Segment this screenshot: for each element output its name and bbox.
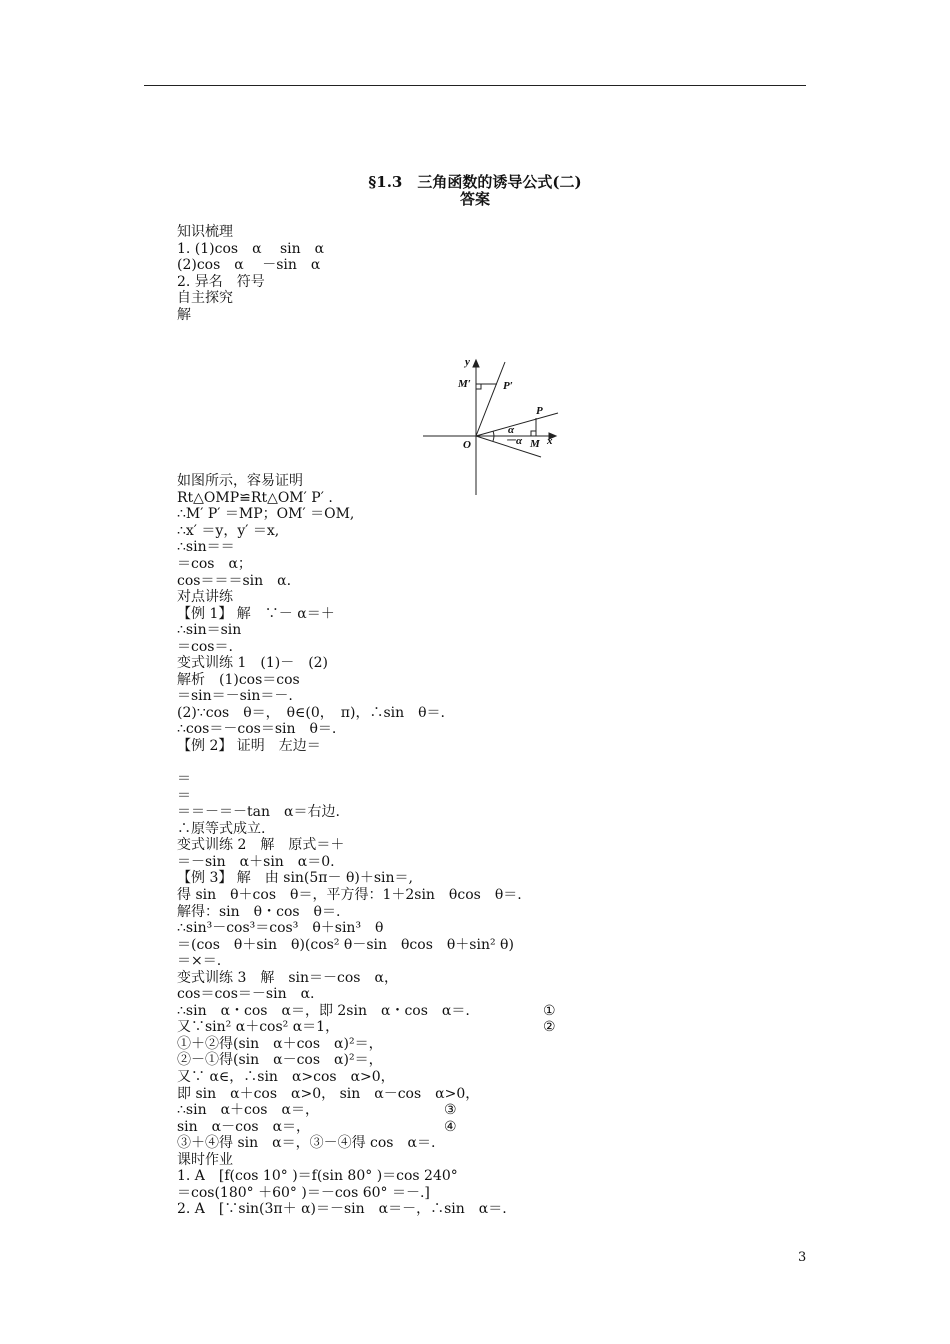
text-line: (2)cos α －sin α (177, 257, 321, 274)
text-line: ③＋④得 sin α＝，③－④得 cos α＝. (177, 1135, 436, 1152)
right-angle-mprime (476, 384, 481, 389)
line-text: ∴sin α＋cos α＝， (177, 1102, 319, 1119)
equation-marker: ③ (444, 1102, 457, 1119)
text-line: Rt△OMP≌Rt△OM′ P′ . (177, 489, 333, 506)
text-line: 解得：sin θ・cos θ＝. (177, 903, 341, 920)
text-line: 变式训练 3 解 sin＝－cos α， (177, 969, 398, 986)
header-rule (144, 85, 806, 86)
label-y: y (465, 356, 470, 369)
text-line: ∴M′ P′ ＝MP；OM′ ＝OM, (177, 506, 355, 523)
text-line: 解 (177, 306, 191, 323)
text-line: cos＝cos＝－sin α. (177, 986, 315, 1003)
label-mprime: M′ (458, 378, 471, 391)
angle-arc-alpha (493, 431, 494, 436)
text-line: 知识梳理 (177, 224, 233, 240)
y-axis-arrow (473, 360, 479, 367)
page-number: 3 (798, 1250, 807, 1265)
blank-line (177, 755, 777, 772)
text-line: ∴x′ ＝y，y′ ＝x, (177, 522, 280, 539)
text-line: 【例 1】 解 ∵－ α＝＋ (177, 605, 335, 622)
text-line: 如图所示，容易证明 (177, 473, 303, 490)
page-subtitle: 答案 (459, 190, 490, 208)
text-line: 2. A [∵sin(3π＋ α)＝－sin α＝－，∴sin α＝. (177, 1201, 507, 1218)
label-p: P (536, 405, 543, 418)
line-text: ∴sin α・cos α＝，即 2sin α・cos α＝. (177, 1002, 470, 1019)
text-line: 自主探究 (177, 290, 233, 307)
text-line: 课时作业 (177, 1151, 233, 1168)
ray-op-prime (476, 362, 505, 436)
text-line: 【例 3】 解 由 sin(5π－ θ)＋sin＝, (177, 870, 413, 887)
text-line: ＝×＝. (177, 953, 222, 970)
text-line: ∴sin³－cos³＝cos³ θ＋sin³ θ (177, 920, 384, 937)
label-pprime: P′ (503, 380, 513, 393)
text-line: (2)∵cos θ＝， θ∈(0， π)，∴sin θ＝. (177, 704, 446, 721)
text-line: ∴sin＝＝ (177, 539, 235, 556)
text-line: ＝ (177, 771, 191, 788)
figure-container (177, 323, 777, 473)
text-line: 1. A [f(cos 10° )＝f(sin 80° )＝cos 240° (177, 1168, 458, 1185)
text-line: ∴sin＝sin (177, 622, 242, 639)
text-line: 1. (1)cos α sin α (177, 240, 325, 257)
text-line: ∴原等式成立. (177, 820, 266, 837)
text-line: 得 sin θ＋cos θ＝，平方得：1＋2sin θcos θ＝. (177, 886, 522, 903)
label-x: x (547, 435, 553, 448)
equation-marker: ④ (444, 1118, 457, 1135)
label-m: M (530, 438, 540, 451)
equation-marker: ② (543, 1019, 556, 1036)
text-line: ＝－sin α＋sin α＝0. (177, 853, 335, 870)
line-text: 又∵sin² α＋cos² α＝1， (177, 1019, 340, 1036)
page-title: §1.3 三角函数的诱导公式(二) (368, 173, 582, 191)
text-line: ＝＝－＝－tan α＝右边. (177, 804, 340, 821)
text-line: 即 sin α＋cos α>0， sin α－cos α>0， (177, 1085, 480, 1102)
text-line: 解析 (1)cos＝cos (177, 671, 300, 688)
label-o: O (463, 439, 471, 452)
text-line: 2. 异名 符号 (177, 273, 265, 290)
text-line: 【例 2】 证明 左边＝ (177, 738, 321, 755)
text-line: cos＝＝＝sin α. (177, 572, 292, 589)
text-line (177, 1019, 777, 1036)
answer-body (177, 224, 777, 1218)
text-line: ＝cos α； (177, 556, 252, 573)
equation-marker: ① (543, 1002, 556, 1019)
right-angle-m (531, 431, 536, 436)
text-line: 对点讲练 (177, 589, 233, 606)
text-line: ＝(cos θ＋sin θ)(cos² θ－sin θcos θ＋sin² θ) (177, 936, 514, 953)
text-line: ＝cos(180° ＋60° )＝－cos 60° ＝－.] (177, 1184, 430, 1201)
text-line: ＝cos＝. (177, 638, 233, 655)
text-line: 变式训练 1 (1)－ (2) (177, 655, 329, 672)
text-line (177, 1003, 777, 1020)
text-line: ∴cos＝－cos＝sin θ＝. (177, 721, 337, 738)
ray-op (476, 413, 558, 436)
text-line: ①＋②得(sin α＋cos α)²＝， (177, 1035, 383, 1052)
text-line: ②－①得(sin α－cos α)²＝， (177, 1052, 383, 1069)
label-neg-alpha: －α (505, 435, 523, 448)
text-line (177, 1102, 777, 1119)
angle-arc-neg-alpha (493, 436, 494, 441)
text-line: ＝sin＝－sin＝－. (177, 688, 293, 705)
text-line (177, 1119, 777, 1136)
line-text: sin α－cos α＝， (177, 1118, 311, 1135)
label-alpha: α (508, 424, 515, 437)
text-line: 又∵ α∈，∴sin α>cos α>0， (177, 1068, 395, 1085)
text-line: 变式训练 2 解 原式＝＋ (177, 837, 345, 854)
text-line: ＝ (177, 787, 191, 804)
